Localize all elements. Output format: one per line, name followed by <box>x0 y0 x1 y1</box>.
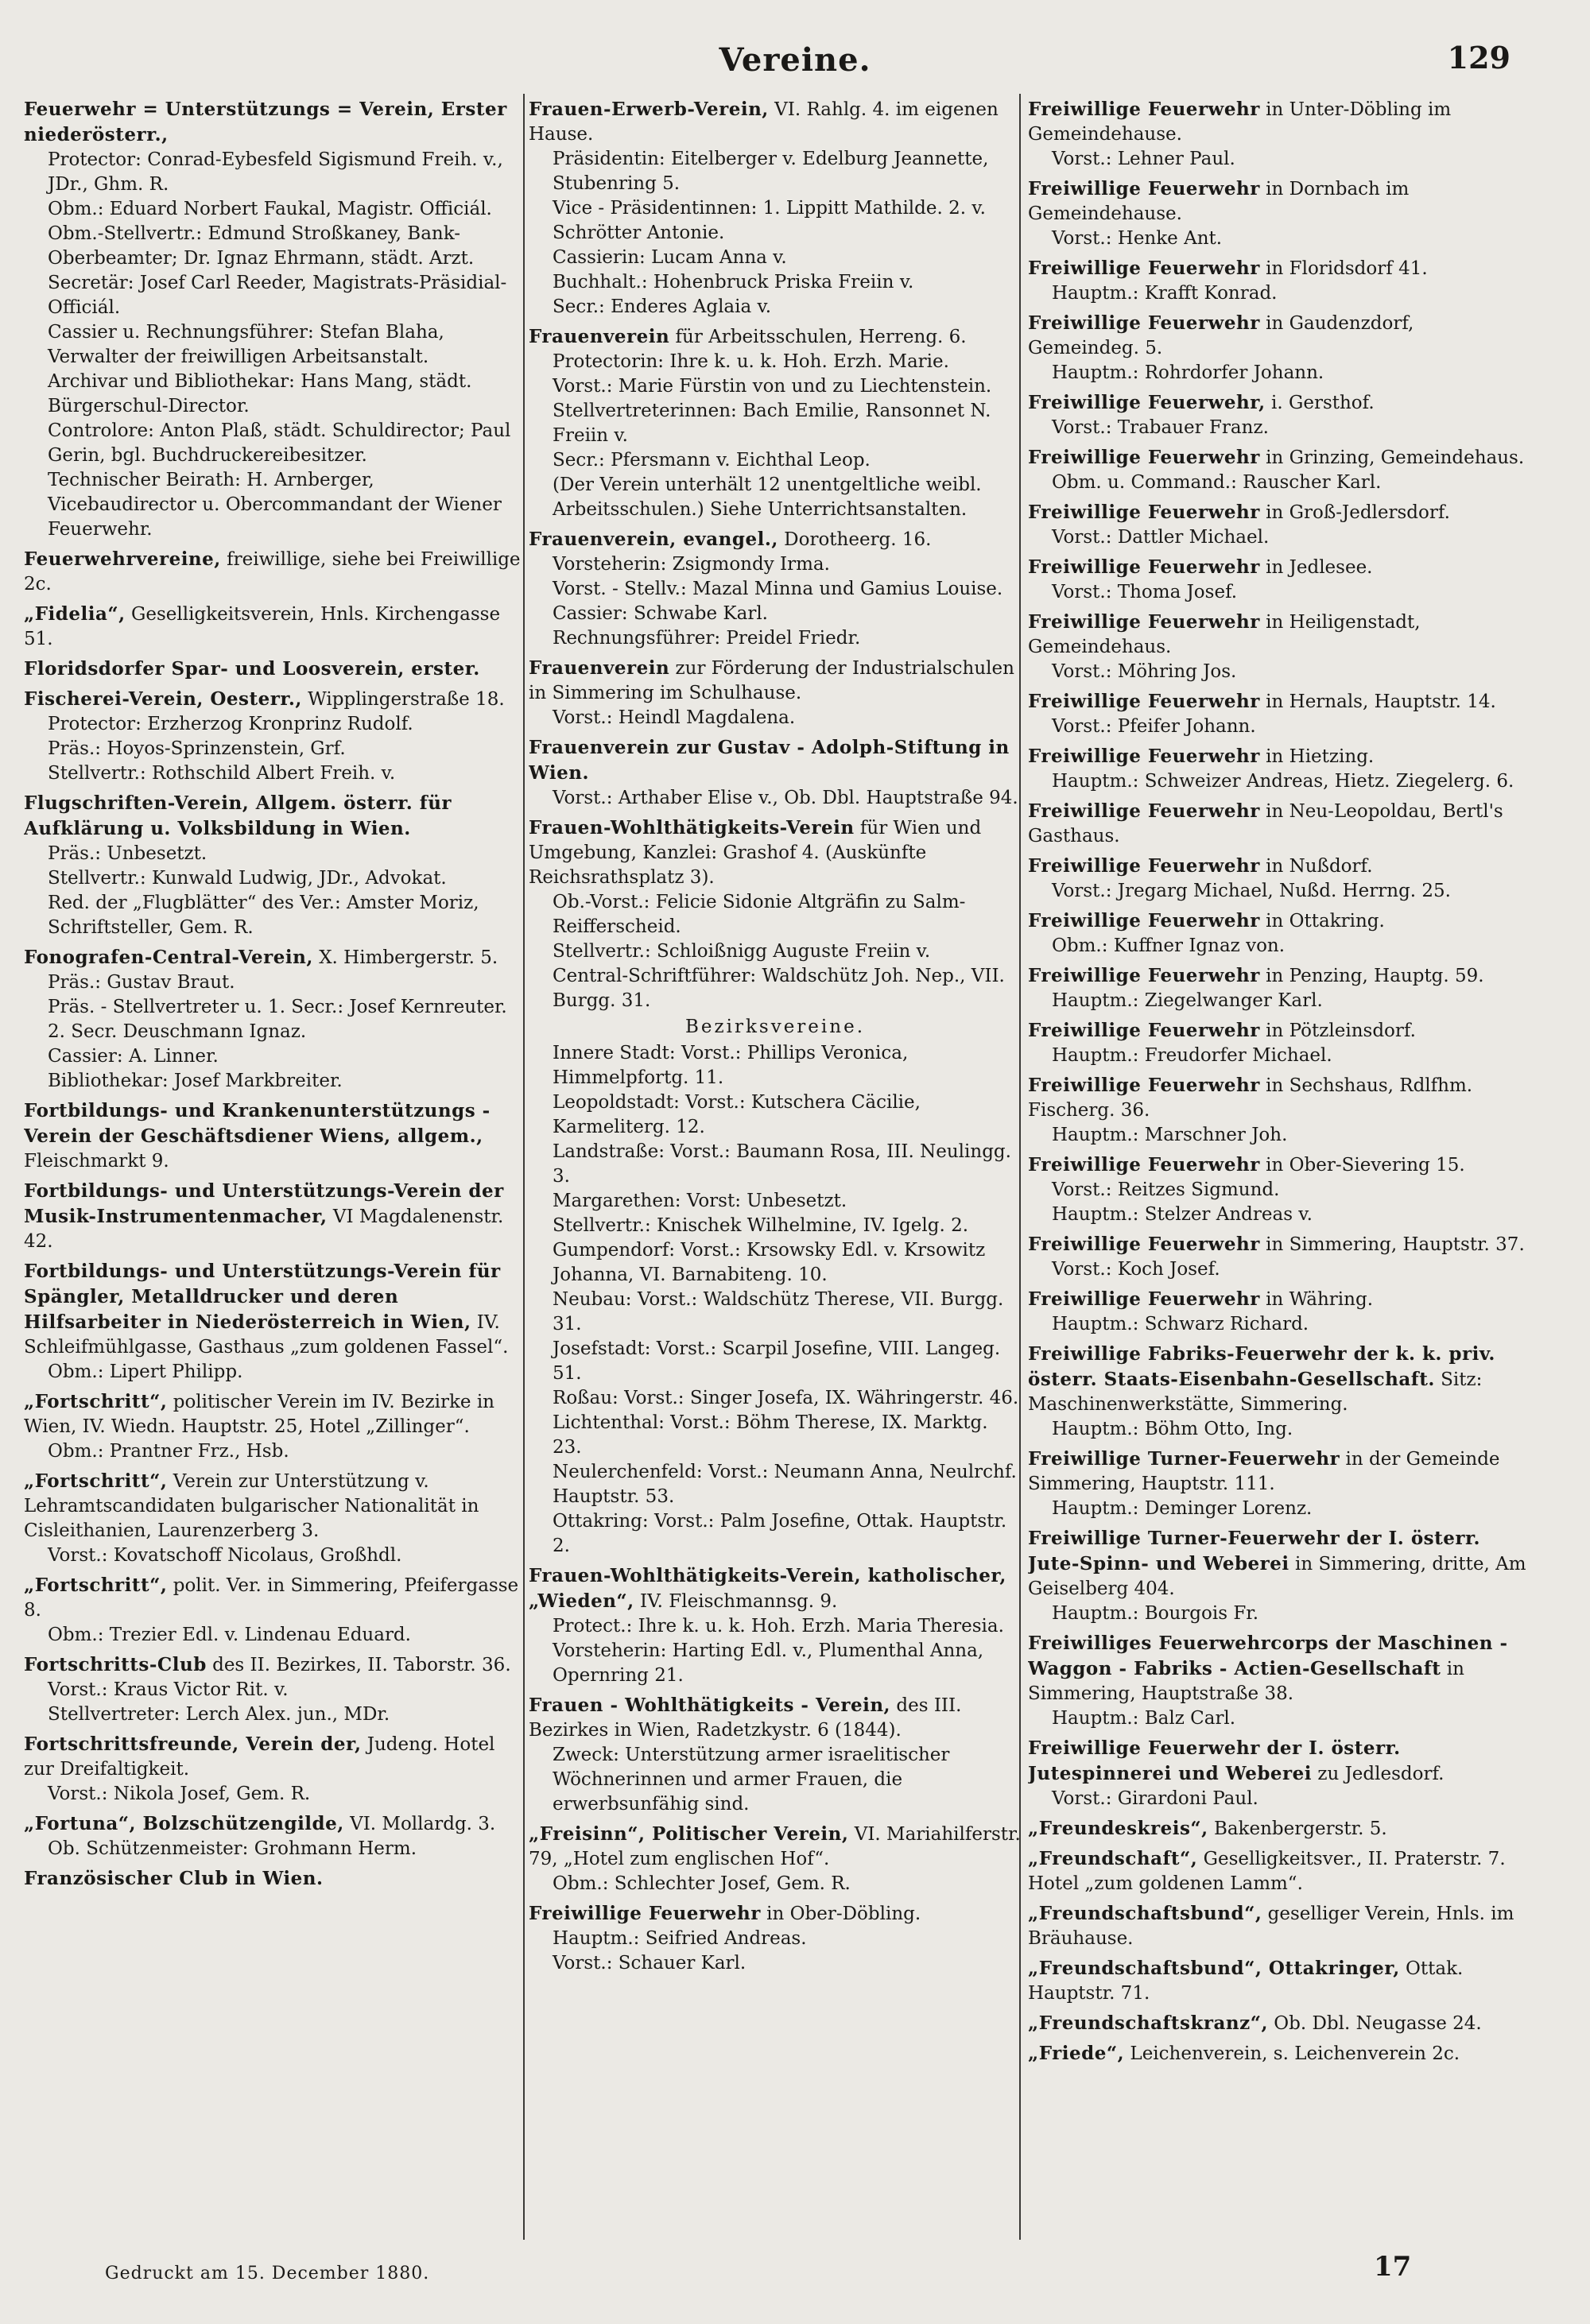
entry-address: in Währing. <box>1266 1289 1374 1310</box>
entry-address: Judeng. Hotel zur Dreifaltigkeit. <box>24 1734 495 1780</box>
entry-detail-line: Obm.: Lipert Philipp. <box>48 1361 243 1382</box>
directory-entry <box>1028 1287 1529 1337</box>
entry-detail-line: Hauptm.: Freudorfer Michael. <box>1052 1045 1332 1066</box>
directory-entry <box>529 815 1022 1559</box>
entry-address: Sitz: Maschinenwerkstätte, Simmering. <box>1028 1369 1483 1415</box>
entry-heading: Floridsdorfer Spar- und Loosverein, erster. <box>24 658 480 680</box>
entry-detail-line: Cassier: A. Linner. <box>48 1046 219 1067</box>
entry-heading: Frauen-Wohlthätigkeits-Verein <box>529 817 855 839</box>
directory-entry <box>1028 1526 1529 1626</box>
directory-entry <box>1028 1846 1529 1896</box>
directory-entry <box>1028 2041 1529 2066</box>
directory-entry <box>1028 311 1529 385</box>
entry-address: in Gaudenzdorf, Gemeindeg. 5. <box>1028 313 1414 358</box>
entry-detail-line: Hauptm.: Schweizer Andreas, Hietz. Ziegelerg. 6. <box>1052 771 1514 792</box>
entry-detail-line: Hauptm.: Stelzer Andreas v. <box>1052 1204 1313 1225</box>
district-association-line: Roßau: Vorst.: Singer Josefa, IX. Währingerstr. 46. <box>553 1388 1019 1408</box>
column-3 <box>1028 97 1529 2203</box>
directory-entry <box>1028 1956 1529 2006</box>
entry-detail-line: Vorst.: Koch Josef. <box>1052 1259 1220 1280</box>
entry-address: in Hernals, Hauptstr. 14. <box>1266 691 1496 712</box>
directory-entry <box>1028 256 1529 306</box>
directory-entry <box>529 97 1022 320</box>
entry-address: in Groß-Jedlersdorf. <box>1266 502 1450 523</box>
entry-heading: Fortschrittsfreunde, Verein der, <box>24 1733 362 1755</box>
entry-heading: Flugschriften-Verein, Allgem. österr. für Aufklärung u. Volksbildung in Wien. <box>24 792 452 839</box>
entry-heading: „Fortschritt“, <box>24 1470 168 1492</box>
entry-detail-line: Vorst.: Trabauer Franz. <box>1052 417 1269 438</box>
entry-detail-line: Vorst.: Kraus Victor Rit. v. <box>48 1679 289 1700</box>
directory-entry <box>24 1652 526 1727</box>
entry-detail-line: Red. der „Flugblätter“ des Ver.: Amster Moriz, Schriftsteller, Gem. R. <box>48 893 479 938</box>
district-association-line: Innere Stadt: Vorst.: Phillips Veronica, Himmelpfortg. 11. <box>553 1043 909 1088</box>
entry-heading: Freiwillige Feuerwehr der I. österr. Jutespinnerei und Weberei <box>1028 1737 1401 1784</box>
entry-address: in Grinzing, Gemeindehaus. <box>1266 447 1525 468</box>
directory-entry <box>24 657 526 682</box>
directory-entry <box>1028 390 1529 440</box>
directory-entry <box>1028 963 1529 1013</box>
entry-heading: Fortbildungs- und Unterstützungs-Verein für Spängler, Metalldrucker und deren Hilfsarbeiter in Niederösterreich in Wien, <box>24 1261 501 1333</box>
entry-detail-line: Vorst.: Henke Ant. <box>1052 228 1223 249</box>
directory-entry <box>1028 908 1529 959</box>
entry-address: VI. Mariahilferstr. 79, „Hotel zum englischen Hof“. <box>529 1824 1021 1869</box>
district-association-line: Margarethen: Vorst: Unbesetzt. <box>553 1191 847 1211</box>
entry-detail-line: Obm. u. Command.: Rauscher Karl. <box>1052 472 1382 493</box>
entry-heading: Freiwillige Feuerwehr <box>1028 258 1260 279</box>
entry-detail-line: 2. Secr. Deuschmann Ignaz. <box>48 1021 307 1042</box>
entry-heading: Freiwillige Feuerwehr <box>1028 502 1260 523</box>
entry-address: des II. Bezirkes, II. Taborstr. 36. <box>212 1655 511 1675</box>
entry-heading: Freiwillige Feuerwehr <box>1028 691 1260 712</box>
entry-heading: „Freundschaft“, <box>1028 1848 1198 1869</box>
directory-entry <box>1028 1631 1529 1731</box>
entry-address: Geselligkeitsver., II. Praterstr. 7. Hotel „zum goldenen Lamm“. <box>1028 1849 1506 1894</box>
entry-heading: Freiwillige Turner-Feuerwehr <box>1028 1448 1340 1470</box>
entry-detail-line: Obm.: Prantner Frz., Hsb. <box>48 1441 289 1462</box>
entry-heading: „Fortuna“, Bolzschützengilde, <box>24 1813 344 1834</box>
entry-detail-line: Hauptm.: Seifried Andreas. <box>553 1928 807 1949</box>
entry-address: in Ottakring. <box>1266 911 1385 932</box>
entry-heading: Freiwillige Feuerwehr <box>1028 910 1260 932</box>
district-association-line: Neulerchenfeld: Vorst.: Neumann Anna, Neulrchf. Hauptstr. 53. <box>553 1462 1017 1507</box>
directory-entry <box>1028 500 1529 550</box>
entry-address: in Floridsdorf 41. <box>1266 258 1428 279</box>
district-association-line: Neubau: Vorst.: Waldschütz Therese, VII. Burgg. 31. <box>553 1289 1004 1334</box>
entry-detail-line: Obm.: Schlechter Josef, Gem. R. <box>553 1873 851 1894</box>
entry-heading: Fonografen-Central-Verein, <box>24 947 313 968</box>
entry-detail-line: Protector: Erzherzog Kronprinz Rudolf. <box>48 714 413 734</box>
entry-detail-line: Cassier: Schwabe Karl. <box>553 603 768 624</box>
directory-entry <box>1028 854 1529 904</box>
entry-address: Geselligkeitsverein, Hnls. Kirchengasse 51. <box>24 604 501 649</box>
directory-entry <box>24 1098 526 1174</box>
directory-entry <box>1028 1232 1529 1282</box>
entry-detail-line: Hauptm.: Bourgois Fr. <box>1052 1603 1259 1624</box>
entry-heading: Freiwilliges Feuerwehrcorps der Maschinen - Waggon - Fabriks - Actien-Gesellschaft <box>1028 1633 1508 1679</box>
entry-detail-line: Ob.-Vorst.: Felicie Sidonie Altgräfin zu Salm-Reifferscheid. <box>553 892 966 937</box>
entry-heading: Freiwillige Feuerwehr <box>1028 1288 1260 1310</box>
entry-detail-line: Hauptm.: Ziegelwanger Karl. <box>1052 990 1323 1011</box>
entry-heading: Frauenverein <box>529 326 670 347</box>
section-subheading: Bezirksvereine. <box>684 1017 866 1037</box>
entry-address: IV. Schleifmühlgasse, Gasthaus „zum goldenen Fassel“. <box>24 1312 509 1358</box>
entry-heading: Frauenverein <box>529 657 670 679</box>
entry-address: in Jedlesee. <box>1266 557 1373 578</box>
district-association-line: Landstraße: Vorst.: Baumann Rosa, III. Neulingg. 3. <box>553 1141 1011 1187</box>
entry-address: in der Gemeinde Simmering, Hauptstr. 111. <box>1028 1449 1500 1494</box>
entry-detail-line: Ob. Schützenmeister: Grohmann Herm. <box>48 1838 417 1859</box>
directory-entry <box>1028 1816 1529 1842</box>
directory-entry <box>24 1573 526 1648</box>
entry-detail-line: Technischer Beirath: H. Arnberger, Vicebaudirector u. Obercommandant der Wiener Feuerwehr. <box>48 470 502 540</box>
entry-heading: Freiwillige Fabriks-Feuerwehr der k. k. priv. österr. Staats-Eisenbahn-Gesellschaft. <box>1028 1343 1495 1390</box>
directory-entry <box>24 1469 526 1568</box>
entry-address: in Hietzing. <box>1266 746 1375 767</box>
directory-entry <box>1028 610 1529 684</box>
entry-address: freiwillige, siehe bei Freiwillige 2c. <box>24 549 521 595</box>
entry-heading: Freiwillige Feuerwehr <box>1028 178 1260 199</box>
entry-detail-line: Stellvertr.: Kunwald Ludwig, JDr., Advokat. <box>48 868 447 889</box>
directory-entry <box>1028 1736 1529 1811</box>
directory-entry <box>1028 176 1529 251</box>
entry-heading: Freiwillige Turner-Feuerwehr der I. österr. Jute-Spinn- und Weberei <box>1028 1528 1480 1575</box>
directory-entry <box>24 547 526 597</box>
entry-detail-line: Stellvertr.: Schloißnigg Auguste Freiin v. <box>553 941 931 962</box>
entry-detail-line: Vorst.: Jregarg Michael, Nußd. Herrng. 25. <box>1052 881 1451 901</box>
entry-address: in Neu-Leopoldau, Bertl's Gasthaus. <box>1028 801 1503 846</box>
entry-heading: Freiwillige Feuerwehr <box>1028 1020 1260 1041</box>
entry-address: in Sechshaus, Rdlfhm. Fischerg. 36. <box>1028 1075 1473 1121</box>
entry-detail-line: Vice - Präsidentinnen: 1. Lippitt Mathilde. 2. v. Schrötter Antonie. <box>553 198 986 243</box>
entry-detail-line: Protectorin: Ihre k. u. k. Hoh. Erzh. Marie. <box>553 351 949 372</box>
entry-detail-line: Präs. - Stellvertreter u. 1. Secr.: Josef Kernreuter. <box>48 997 507 1017</box>
entry-heading: Feuerwehrvereine, <box>24 548 221 570</box>
directory-entry <box>1028 1018 1529 1068</box>
entry-heading: Freiwillige Feuerwehr <box>1028 447 1260 468</box>
entry-detail-line: Vorst.: Lehner Paul. <box>1052 149 1235 169</box>
entry-address: in Simmering, Hauptstr. 37. <box>1266 1234 1525 1255</box>
entry-heading: Fortbildungs- und Unterstützungs-Verein der Musik-Instrumentenmacher, <box>24 1180 504 1227</box>
entry-address: zur Förderung der Industrialschulen in Simmering im Schulhause. <box>529 658 1014 703</box>
entry-address: Ob. Dbl. Neugasse 24. <box>1274 2013 1482 2034</box>
entry-heading: Freiwillige Feuerwehr <box>1028 800 1260 822</box>
column-1 <box>24 97 526 2203</box>
entry-detail-line: Vorst.: Arthaber Elise v., Ob. Dbl. Hauptstraße 94. <box>553 788 1018 808</box>
district-association-line: Josefstadt: Vorst.: Scarpil Josefine, VIII. Langeg. 51. <box>553 1338 1001 1384</box>
directory-entry <box>1028 97 1529 172</box>
directory-entry <box>529 1822 1022 1896</box>
entry-heading: Feuerwehr = Unterstützungs = Verein, Erster niederösterr., <box>24 99 507 145</box>
entry-heading: Fortbildungs- und Krankenunterstützungs - Verein der Geschäftsdiener Wiens, allgem., <box>24 1100 491 1147</box>
entry-detail-line: Hauptm.: Krafft Konrad. <box>1052 283 1278 304</box>
entry-heading: „Friede“, <box>1028 2043 1125 2064</box>
entry-address: des III. Bezirkes in Wien, Radetzkystr. 6 (1844). <box>529 1695 962 1741</box>
directory-entry <box>1028 799 1529 849</box>
entry-address: in Simmering, Hauptstraße 38. <box>1028 1659 1464 1704</box>
entry-heading: Freiwillige Feuerwehr <box>1028 556 1260 578</box>
entry-address: zu Jedlesdorf. <box>1317 1764 1445 1784</box>
entry-address: für Wien und Umgebung, Kanzlei: Grashof 4. (Auskünfte Reichsrathsplatz 3). <box>529 818 982 888</box>
entry-address: VI. Mollardg. 3. <box>350 1814 496 1834</box>
entry-detail-line: Cassier u. Rechnungsführer: Stefan Blaha, Verwalter der freiwilligen Arbeitsanstalt. <box>48 322 444 367</box>
directory-entry <box>24 1732 526 1807</box>
entry-detail-line: Hauptm.: Deminger Lorenz. <box>1052 1498 1313 1519</box>
directory-entry <box>529 1693 1022 1817</box>
entry-detail-line: Präs.: Gustav Braut. <box>48 972 235 993</box>
entry-detail-line: Vorst.: Marie Fürstin von und zu Liechtenstein. <box>553 376 992 397</box>
entry-address: Dorotheerg. 16. <box>784 529 932 550</box>
entry-heading: Frauenverein zur Gustav - Adolph-Stiftung in Wien. <box>529 737 1010 784</box>
directory-entry <box>24 945 526 1094</box>
directory-entry <box>1028 445 1529 495</box>
directory-entry <box>24 1866 526 1892</box>
entry-detail-line: Vorst.: Thoma Josef. <box>1052 582 1238 602</box>
directory-entry <box>24 1259 526 1385</box>
directory-entry <box>1028 1073 1529 1148</box>
directory-entry <box>1028 689 1529 739</box>
directory-entry <box>1028 1342 1529 1442</box>
entry-heading: Freiwillige Feuerwehr <box>529 1903 761 1924</box>
directory-entry <box>1028 1447 1529 1521</box>
entry-address: Verein zur Unterstützung v. Lehramtscandidaten bulgarischer Nationalität in Cisleithanien, Laurenzerberg 3. <box>24 1471 479 1541</box>
entry-detail-line: Hauptm.: Schwarz Richard. <box>1052 1314 1309 1334</box>
directory-entry <box>1028 1152 1529 1227</box>
entry-address: in Ober-Döbling. <box>766 1904 921 1924</box>
entry-address: IV. Fleischmannsg. 9. <box>640 1591 838 1612</box>
entry-address: Wipplingerstraße 18. <box>308 689 505 710</box>
directory-entry <box>1028 1901 1529 1951</box>
entry-heading: „Fidelia“, <box>24 603 126 625</box>
entry-heading: Freiwillige Feuerwehr <box>1028 1154 1260 1176</box>
entry-address: in Dornbach im Gemeindehause. <box>1028 179 1410 224</box>
entry-address: in Ober-Sievering 15. <box>1266 1155 1465 1176</box>
entry-heading: Freiwillige Feuerwehr <box>1028 312 1260 334</box>
entry-detail-line: Präs.: Hoyos-Sprinzenstein, Grf. <box>48 738 346 759</box>
entry-detail-line: Controlore: Anton Plaß, städt. Schuldirector; Paul Gerin, bgl. Buchdruckereibesitzer. <box>48 420 511 466</box>
page-number: 129 <box>1447 40 1510 76</box>
entry-detail-line: Vorst. - Stellv.: Mazal Minna und Gamius Louise. <box>553 579 1003 599</box>
entry-detail-line: Secr.: Pfersmann v. Eichthal Leop. <box>553 450 871 471</box>
entry-detail-line: Vorst.: Heindl Magdalena. <box>553 707 796 728</box>
entry-detail-line: Zweck: Unterstützung armer israelitischer Wöchnerinnen und armer Frauen, die erwerbsunfähig sind. <box>553 1745 950 1815</box>
entry-detail-line: Obm.: Eduard Norbert Faukal, Magistr. Officiál. <box>48 199 492 219</box>
entry-address: in Heiligenstadt, Gemeindehaus. <box>1028 612 1421 657</box>
directory-entry <box>1028 555 1529 605</box>
entry-detail-line: Bibliothekar: Josef Markbreiter. <box>48 1071 343 1091</box>
directory-entry <box>24 97 526 542</box>
entry-detail-line: Cassierin: Lucam Anna v. <box>553 247 787 268</box>
entry-address: Bakenbergerstr. 5. <box>1213 1819 1387 1839</box>
directory-entry <box>529 527 1022 651</box>
entry-heading: „Freundschaftsbund“, Ottakringer, <box>1028 1958 1400 1979</box>
entry-heading: Freiwillige Feuerwehr <box>1028 746 1260 767</box>
entry-detail-line: Stellvertreterinnen: Bach Emilie, Ransonnet N. Freiin v. <box>553 401 991 446</box>
entry-detail-line: (Der Verein unterhält 12 unentgeltliche weibl. Arbeitsschulen.) Siehe Unterrichtsanstalten. <box>553 474 982 520</box>
entry-detail-line: Vorsteherin: Zsigmondy Irma. <box>553 554 830 575</box>
entry-detail-line: Secretär: Josef Carl Reeder, Magistrats-Präsidial-Officiál. <box>48 273 507 318</box>
entry-heading: Freiwillige Feuerwehr <box>1028 1075 1260 1096</box>
entry-heading: Fischerei-Verein, Oesterr., <box>24 688 302 710</box>
entry-address: VI. Rahlg. 4. im eigenen Hause. <box>529 99 999 145</box>
entry-address: i. Gersthof. <box>1270 393 1375 413</box>
entry-detail-line: Obm.-Stellvertr.: Edmund Stroßkaney, Bank-Oberbeamter; Dr. Ignaz Ehrmann, städt. Arzt. <box>48 223 475 269</box>
page-title: Vereine. <box>719 41 871 79</box>
entry-detail-line: Hauptm.: Rohrdorfer Johann. <box>1052 362 1324 383</box>
directory-entry <box>1028 2011 1529 2036</box>
entry-address: in Unter-Döbling im Gemeindehause. <box>1028 99 1452 145</box>
entry-detail-line: Obm.: Trezier Edl. v. Lindenau Eduard. <box>48 1625 411 1645</box>
directory-entry <box>529 1563 1022 1688</box>
entry-detail-line: Vorst.: Reitzes Sigmund. <box>1052 1179 1280 1200</box>
district-association-line: Gumpendorf: Vorst.: Krsowsky Edl. v. Krsowitz Johanna, VI. Barnabiteng. 10. <box>553 1240 986 1285</box>
entry-address: geselliger Verein, Hnls. im Bräuhause. <box>1028 1904 1514 1949</box>
entry-address: in Simmering, dritte, Am Geiselberg 404. <box>1028 1554 1526 1599</box>
directory-entry <box>529 735 1022 811</box>
entry-address: Leichenverein, s. Leichenverein 2c. <box>1130 2043 1460 2064</box>
entry-heading: Französischer Club in Wien. <box>24 1868 324 1889</box>
entry-detail-line: Vorsteherin: Harting Edl. v., Plumenthal Anna, Opernring 21. <box>553 1640 984 1686</box>
entry-detail-line: Vorst.: Kovatschoff Nicolaus, Großhdl. <box>48 1545 402 1566</box>
entry-heading: Freiwillige Feuerwehr, <box>1028 392 1266 413</box>
entry-detail-line: Central-Schriftführer: Waldschütz Joh. Nep., VII. Burgg. 31. <box>553 966 1005 1011</box>
entry-address: in Penzing, Hauptg. 59. <box>1266 966 1484 986</box>
entry-detail-line: Archivar und Bibliothekar: Hans Mang, städt. Bürgerschul-Director. <box>48 371 472 416</box>
entry-heading: Frauen-Erwerb-Verein, <box>529 99 769 120</box>
entry-address: X. Himbergerstr. 5. <box>319 947 498 968</box>
entry-heading: Freiwillige Feuerwehr <box>1028 99 1260 120</box>
entry-heading: „Fortschritt“, <box>24 1391 168 1412</box>
sheet-number: 17 <box>1374 2251 1412 2283</box>
entry-detail-line: Rechnungsführer: Preidel Friedr. <box>553 628 861 649</box>
entry-detail-line: Hauptm.: Böhm Otto, Ing. <box>1052 1419 1293 1439</box>
directory-entry <box>24 1389 526 1464</box>
entry-detail-line: Vorst.: Girardoni Paul. <box>1052 1788 1258 1809</box>
directory-entry <box>1028 744 1529 794</box>
entry-detail-line: Vorst.: Nikola Josef, Gem. R. <box>48 1784 311 1804</box>
entry-heading: Freiwillige Feuerwehr <box>1028 965 1260 986</box>
entry-address: für Arbeitsschulen, Herreng. 6. <box>675 327 967 347</box>
entry-detail-line: Secr.: Enderes Aglaia v. <box>553 296 772 317</box>
entry-heading: „Freundschaftsbund“, <box>1028 1903 1262 1924</box>
entry-heading: „Freisinn“, Politischer Verein, <box>529 1823 849 1845</box>
district-association-line: Stellvertr.: Knischek Wilhelmine, IV. Igelg. 2. <box>553 1215 969 1236</box>
entry-heading: „Fortschritt“, <box>24 1575 168 1596</box>
entry-heading: Freiwillige Feuerwehr <box>1028 855 1260 877</box>
entry-heading: Frauen-Wohlthätigkeits-Verein, katholischer, „Wieden“, <box>529 1565 1006 1612</box>
entry-heading: Freiwillige Feuerwehr <box>1028 1234 1260 1255</box>
directory-entry <box>529 324 1022 522</box>
printer-imprint: Gedruckt am 15. December 1880. <box>105 2264 430 2283</box>
entry-detail-line: Stellvertreter: Lerch Alex. jun., MDr. <box>48 1704 390 1725</box>
entry-heading: Frauen - Wohlthätigkeits - Verein, <box>529 1695 891 1716</box>
district-association-line: Lichtenthal: Vorst.: Böhm Therese, IX. Marktg. 23. <box>553 1412 988 1458</box>
entry-heading: „Freundeskreis“, <box>1028 1818 1208 1839</box>
entry-address: in Pötzleinsdorf. <box>1266 1021 1416 1041</box>
directory-entry <box>24 602 526 652</box>
entry-detail-line: Buchhalt.: Hohenbruck Priska Freiin v. <box>553 272 914 292</box>
directory-entry <box>529 656 1022 730</box>
entry-address: Fleischmarkt 9. <box>24 1151 169 1172</box>
column-2 <box>529 97 1022 2203</box>
entry-address: in Nußdorf. <box>1266 856 1373 877</box>
directory-entry <box>24 791 526 940</box>
directory-entry <box>24 1179 526 1254</box>
entry-address: polit. Ver. in Simmering, Pfeifergasse 8. <box>24 1575 519 1621</box>
entry-detail-line: Vorst.: Pfeifer Johann. <box>1052 716 1256 737</box>
entry-heading: Freiwillige Feuerwehr <box>1028 611 1260 633</box>
entry-detail-line: Hauptm.: Marschner Joh. <box>1052 1125 1288 1145</box>
directory-entry <box>24 1811 526 1861</box>
directory-entry <box>24 687 526 786</box>
entry-heading: Fortschritts-Club <box>24 1654 207 1675</box>
entry-detail-line: Protector: Conrad-Eybesfeld Sigismund Freih. v., JDr., Ghm. R. <box>48 149 503 195</box>
entry-address: VI Magdalenenstr. 42. <box>24 1207 504 1252</box>
directory-entry <box>529 1901 1022 1976</box>
entry-address: Ottak. Hauptstr. 71. <box>1028 1958 1464 2004</box>
entry-address: politischer Verein im IV. Bezirke in Wien, IV. Wiedn. Hauptstr. 25, Hotel „Zillinger“. <box>24 1392 494 1437</box>
entry-detail-line: Vorst.: Dattler Michael. <box>1052 527 1270 548</box>
entry-detail-line: Hauptm.: Balz Carl. <box>1052 1708 1236 1729</box>
entry-detail-line: Vorst.: Schauer Karl. <box>553 1953 747 1973</box>
entry-detail-line: Stellvertr.: Rothschild Albert Freih. v. <box>48 763 396 784</box>
entry-detail-line: Protect.: Ihre k. u. k. Hoh. Erzh. Maria Theresia. <box>553 1616 1004 1636</box>
district-association-line: Leopoldstadt: Vorst.: Kutschera Cäcilie, Karmeliterg. 12. <box>553 1092 921 1137</box>
entry-heading: Frauenverein, evangel., <box>529 529 778 550</box>
entry-heading: „Freundschaftskranz“, <box>1028 2012 1268 2034</box>
entry-detail-line: Präs.: Unbesetzt. <box>48 843 207 864</box>
entry-detail-line: Präsidentin: Eitelberger v. Edelburg Jeannette, Stubenring 5. <box>553 149 989 194</box>
entry-detail-line: Obm.: Kuffner Ignaz von. <box>1052 935 1286 956</box>
district-association-line: Ottakring: Vorst.: Palm Josefine, Ottak. Hauptstr. 2. <box>553 1511 1007 1556</box>
entry-detail-line: Vorst.: Möhring Jos. <box>1052 661 1237 682</box>
